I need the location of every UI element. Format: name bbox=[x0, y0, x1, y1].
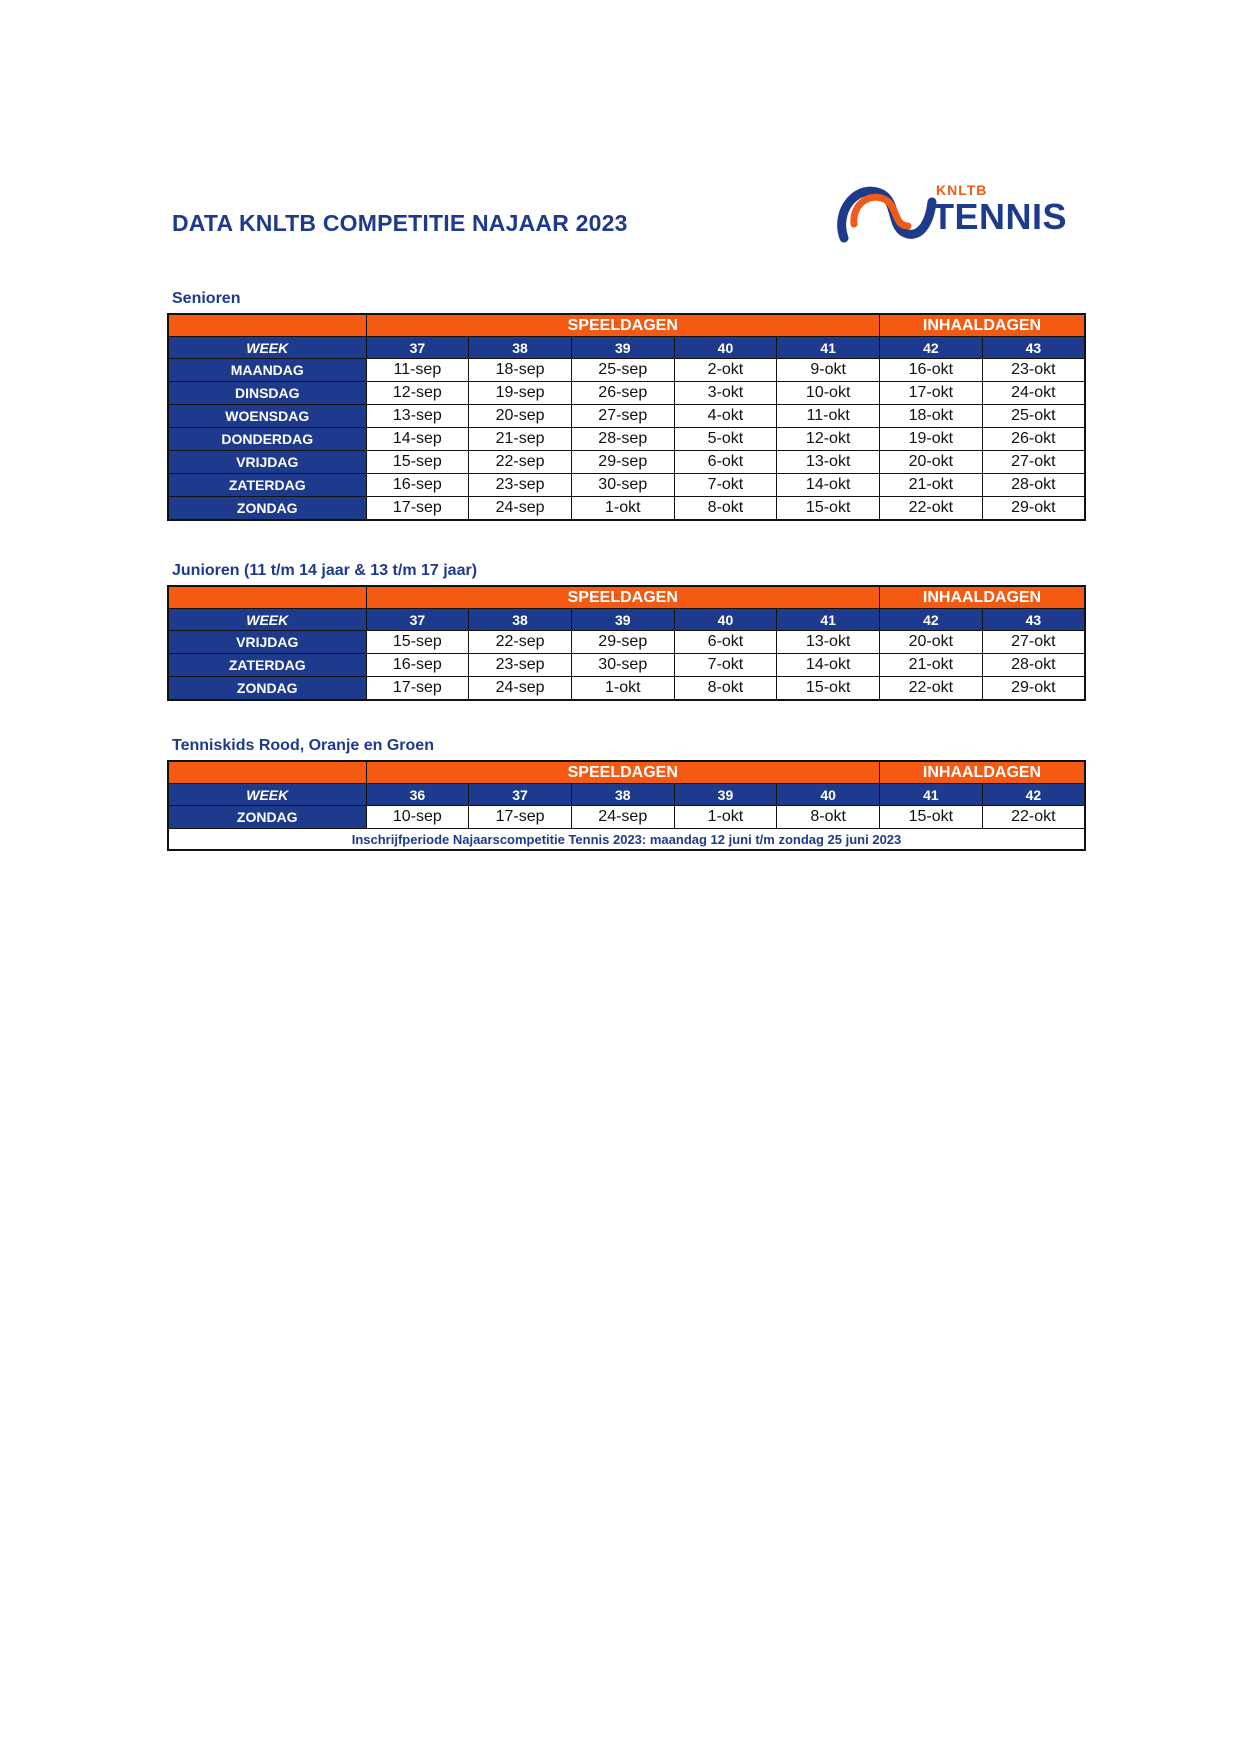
date-cell: 15-okt bbox=[880, 806, 983, 829]
week-number: 36 bbox=[366, 784, 469, 806]
knltb-tennis-logo bbox=[832, 176, 1082, 254]
day-label: ZONDAG bbox=[168, 677, 366, 701]
week-number: 37 bbox=[366, 337, 469, 359]
day-label: VRIJDAG bbox=[168, 631, 366, 654]
date-cell: 22-okt bbox=[880, 677, 983, 701]
table-row bbox=[168, 474, 1085, 497]
table-row bbox=[168, 428, 1085, 451]
week-row bbox=[168, 784, 1085, 806]
day-label: DINSDAG bbox=[168, 382, 366, 405]
week-number: 40 bbox=[674, 337, 777, 359]
date-cell: 4-okt bbox=[674, 405, 777, 428]
date-cell: 29-sep bbox=[571, 631, 674, 654]
week-number: 40 bbox=[777, 784, 880, 806]
day-label: ZONDAG bbox=[168, 806, 366, 829]
week-number: 42 bbox=[880, 337, 983, 359]
week-number: 37 bbox=[366, 609, 469, 631]
week-number: 39 bbox=[674, 784, 777, 806]
date-cell: 19-sep bbox=[469, 382, 572, 405]
logo-swoosh-icon bbox=[832, 176, 942, 254]
date-cell: 25-okt bbox=[982, 405, 1085, 428]
section-title-senioren: Senioren bbox=[172, 290, 241, 307]
date-cell: 2-okt bbox=[674, 359, 777, 382]
date-cell: 28-sep bbox=[571, 428, 674, 451]
table-header-row bbox=[168, 586, 1085, 609]
week-number: 43 bbox=[982, 609, 1085, 631]
date-cell: 17-sep bbox=[366, 677, 469, 701]
date-cell: 14-okt bbox=[777, 474, 880, 497]
table-row bbox=[168, 382, 1085, 405]
date-cell: 6-okt bbox=[674, 451, 777, 474]
date-cell: 23-sep bbox=[469, 474, 572, 497]
speeldagen-header: SPEELDAGEN bbox=[366, 314, 880, 337]
date-cell: 23-okt bbox=[982, 359, 1085, 382]
date-cell: 21-okt bbox=[880, 654, 983, 677]
date-cell: 15-sep bbox=[366, 631, 469, 654]
date-cell: 1-okt bbox=[674, 806, 777, 829]
date-cell: 5-okt bbox=[674, 428, 777, 451]
date-cell: 13-sep bbox=[366, 405, 469, 428]
date-cell: 29-sep bbox=[571, 451, 674, 474]
week-number: 41 bbox=[880, 784, 983, 806]
day-label: ZATERDAG bbox=[168, 474, 366, 497]
date-cell: 22-sep bbox=[469, 631, 572, 654]
date-cell: 24-sep bbox=[571, 806, 674, 829]
week-number: 37 bbox=[469, 784, 572, 806]
week-number: 41 bbox=[777, 337, 880, 359]
week-label: WEEK bbox=[168, 784, 366, 806]
day-label: VRIJDAG bbox=[168, 451, 366, 474]
date-cell: 6-okt bbox=[674, 631, 777, 654]
date-cell: 24-sep bbox=[469, 497, 572, 521]
date-cell: 19-okt bbox=[880, 428, 983, 451]
day-label: DONDERDAG bbox=[168, 428, 366, 451]
date-cell: 27-okt bbox=[982, 631, 1085, 654]
date-cell: 25-sep bbox=[571, 359, 674, 382]
table-header-row bbox=[168, 314, 1085, 337]
date-cell: 8-okt bbox=[674, 497, 777, 521]
date-cell: 15-okt bbox=[777, 677, 880, 701]
date-cell: 17-okt bbox=[880, 382, 983, 405]
speeldagen-header: SPEELDAGEN bbox=[366, 761, 880, 784]
date-cell: 11-okt bbox=[777, 405, 880, 428]
table-row bbox=[168, 654, 1085, 677]
date-cell: 23-sep bbox=[469, 654, 572, 677]
table-row bbox=[168, 359, 1085, 382]
week-number: 38 bbox=[469, 609, 572, 631]
date-cell: 15-sep bbox=[366, 451, 469, 474]
date-cell: 26-okt bbox=[982, 428, 1085, 451]
date-cell: 15-okt bbox=[777, 497, 880, 521]
date-cell: 1-okt bbox=[571, 677, 674, 701]
date-cell: 20-okt bbox=[880, 631, 983, 654]
date-cell: 30-sep bbox=[571, 654, 674, 677]
date-cell: 12-okt bbox=[777, 428, 880, 451]
date-cell: 13-okt bbox=[777, 451, 880, 474]
inhaaldagen-header: INHAALDAGEN bbox=[880, 586, 1085, 609]
date-cell: 22-okt bbox=[880, 497, 983, 521]
section-title-junioren: Junioren (11 t/m 14 jaar & 13 t/m 17 jaar) bbox=[172, 562, 478, 579]
date-cell: 17-sep bbox=[469, 806, 572, 829]
week-number: 42 bbox=[982, 784, 1085, 806]
table-row bbox=[168, 405, 1085, 428]
date-cell: 9-okt bbox=[777, 359, 880, 382]
week-number: 42 bbox=[880, 609, 983, 631]
inhaaldagen-header: INHAALDAGEN bbox=[880, 314, 1085, 337]
date-cell: 18-sep bbox=[469, 359, 572, 382]
date-cell: 18-okt bbox=[880, 405, 983, 428]
date-cell: 7-okt bbox=[674, 474, 777, 497]
date-cell: 20-okt bbox=[880, 451, 983, 474]
week-number: 39 bbox=[571, 337, 674, 359]
inhaaldagen-header: INHAALDAGEN bbox=[880, 761, 1085, 784]
date-cell: 16-sep bbox=[366, 654, 469, 677]
date-cell: 1-okt bbox=[571, 497, 674, 521]
table-row bbox=[168, 631, 1085, 654]
section-title-tenniskids: Tenniskids Rood, Oranje en Groen bbox=[172, 737, 434, 754]
date-cell: 30-sep bbox=[571, 474, 674, 497]
date-cell: 22-sep bbox=[469, 451, 572, 474]
day-label: WOENSDAG bbox=[168, 405, 366, 428]
date-cell: 28-okt bbox=[982, 474, 1085, 497]
week-label: WEEK bbox=[168, 337, 366, 359]
week-number: 43 bbox=[982, 337, 1085, 359]
week-number: 39 bbox=[571, 609, 674, 631]
date-cell: 26-sep bbox=[571, 382, 674, 405]
week-number: 40 bbox=[674, 609, 777, 631]
date-cell: 8-okt bbox=[777, 806, 880, 829]
header-blank-cell bbox=[168, 761, 366, 784]
date-cell: 14-okt bbox=[777, 654, 880, 677]
date-cell: 3-okt bbox=[674, 382, 777, 405]
date-cell: 21-sep bbox=[469, 428, 572, 451]
date-cell: 11-sep bbox=[366, 359, 469, 382]
date-cell: 24-okt bbox=[982, 382, 1085, 405]
week-number: 38 bbox=[571, 784, 674, 806]
page-title: DATA KNLTB COMPETITIE NAJAAR 2023 bbox=[172, 210, 628, 236]
week-row bbox=[168, 337, 1085, 359]
day-label: ZONDAG bbox=[168, 497, 366, 521]
week-number: 38 bbox=[469, 337, 572, 359]
date-cell: 27-okt bbox=[982, 451, 1085, 474]
date-cell: 20-sep bbox=[469, 405, 572, 428]
date-cell: 27-sep bbox=[571, 405, 674, 428]
date-cell: 29-okt bbox=[982, 677, 1085, 701]
day-label: MAANDAG bbox=[168, 359, 366, 382]
logo-tennis-text: TENNIS bbox=[932, 196, 1068, 237]
table-header-row bbox=[168, 761, 1085, 784]
date-cell: 17-sep bbox=[366, 497, 469, 521]
footer-row bbox=[168, 829, 1085, 851]
date-cell: 10-sep bbox=[366, 806, 469, 829]
date-cell: 28-okt bbox=[982, 654, 1085, 677]
date-cell: 16-sep bbox=[366, 474, 469, 497]
logo-knltb-text: KNLTB bbox=[936, 182, 988, 198]
date-cell: 10-okt bbox=[777, 382, 880, 405]
date-cell: 12-sep bbox=[366, 382, 469, 405]
schedule-table-junioren bbox=[167, 585, 1086, 701]
table-row bbox=[168, 677, 1085, 701]
table-row bbox=[168, 806, 1085, 829]
week-label: WEEK bbox=[168, 609, 366, 631]
date-cell: 29-okt bbox=[982, 497, 1085, 521]
table-row bbox=[168, 451, 1085, 474]
date-cell: 14-sep bbox=[366, 428, 469, 451]
registration-period-note: Inschrijfperiode Najaarscompetitie Tennis 2023: maandag 12 juni t/m zondag 25 juni 2023 bbox=[168, 829, 1085, 851]
schedule-table-senioren bbox=[167, 313, 1086, 521]
speeldagen-header: SPEELDAGEN bbox=[366, 586, 880, 609]
schedule-table-tenniskids bbox=[167, 760, 1086, 851]
date-cell: 7-okt bbox=[674, 654, 777, 677]
week-row bbox=[168, 609, 1085, 631]
header-blank-cell bbox=[168, 314, 366, 337]
date-cell: 8-okt bbox=[674, 677, 777, 701]
date-cell: 16-okt bbox=[880, 359, 983, 382]
date-cell: 22-okt bbox=[982, 806, 1085, 829]
date-cell: 24-sep bbox=[469, 677, 572, 701]
week-number: 41 bbox=[777, 609, 880, 631]
date-cell: 21-okt bbox=[880, 474, 983, 497]
header-blank-cell bbox=[168, 586, 366, 609]
day-label: ZATERDAG bbox=[168, 654, 366, 677]
table-row bbox=[168, 497, 1085, 521]
date-cell: 13-okt bbox=[777, 631, 880, 654]
